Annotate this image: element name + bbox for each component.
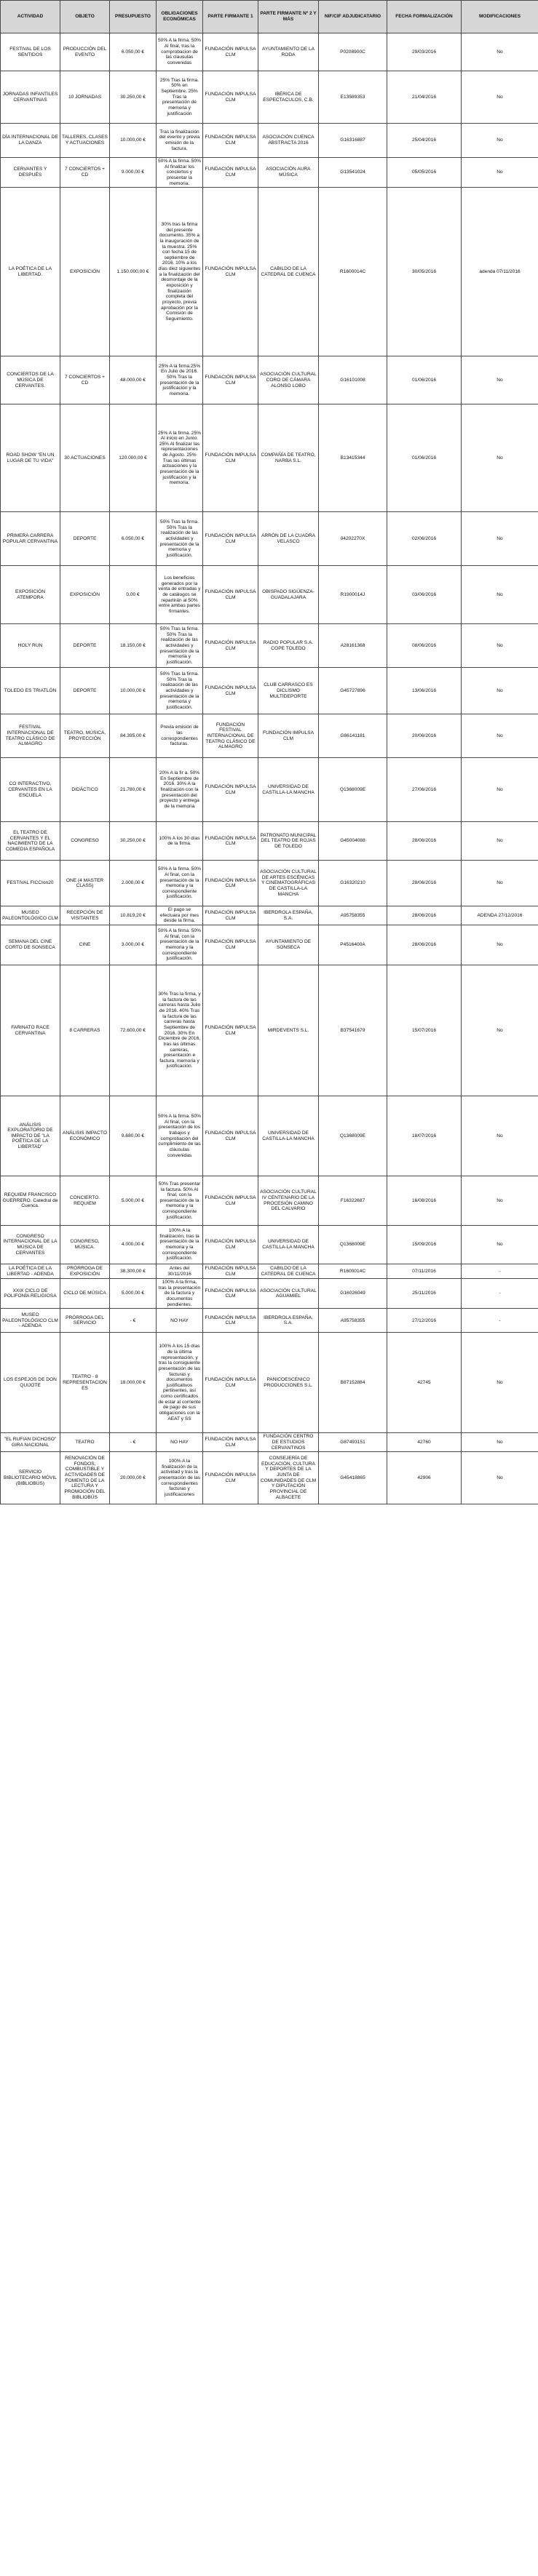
cell-obligaciones: 25% A la firma. 25% Al inicio en Junio. 25% Al finalizar las representaciones de Agosto. 25% Tras las últimas actuaciones y la presentación de la justificación y la memoria.	[157, 404, 203, 512]
cell-modificaciones: No	[462, 124, 538, 158]
cell-nif: B13415344	[319, 404, 387, 512]
cell-objeto: RENOVACIÓN DE FONDOS, COMBUSTIBLE Y ACTIVIDADES DE FOMENTO DE LA LECTURA Y PROMOCIÓN DEL BIBLIOBÚS	[60, 1452, 110, 1504]
cell-objeto: CONCIERTO. REQUIEM	[60, 1176, 110, 1226]
header-modificaciones: MODIFICACIONES	[462, 1, 538, 33]
cell-objeto: 7 CONCIERTOS + CD	[60, 356, 110, 404]
table-row	[1, 404, 538, 512]
cell-firmante-1: FUNDACIÓN IMPULSA CLM	[203, 965, 258, 1096]
table-row	[1, 758, 538, 822]
cell-modificaciones: -	[462, 1264, 538, 1279]
cell-modificaciones: No	[462, 158, 538, 188]
cell-firmante-1: FUNDACIÓN IMPULSA CLM	[203, 1433, 258, 1452]
cell-firmante-2: IBERDROLA ESPAÑA, S.A.	[258, 906, 319, 925]
table-row	[1, 1176, 538, 1226]
cell-actividad: SERVICIO BIBLIOTECARIO MÓVIL (BIBLIOBÚS)	[1, 1452, 60, 1504]
table-row	[1, 1452, 538, 1504]
cell-presupuesto: 30.250,00 €	[110, 822, 157, 861]
cell-firmante-2: FUNDACIÓN CENTRO DE ESTUDIOS CERVANTINOS	[258, 1433, 319, 1452]
cell-firmante-2: ARRÓN DE LA CUADRA VELASCO	[258, 512, 319, 566]
cell-nif: A28161368	[319, 624, 387, 668]
cell-obligaciones: 50% A la firma. 50% Al final, tras la comprobacion de las clausulas convenidas	[157, 33, 203, 71]
header-actividad: ACTIVIDAD	[1, 1, 60, 33]
cell-firmante-1: FUNDACIÓN IMPULSA CLM	[203, 188, 258, 356]
cell-presupuesto: 6.050,00 €	[110, 33, 157, 71]
cell-firmante-2: IBERDROLA ESPAÑA, S.A.	[258, 1309, 319, 1333]
cell-obligaciones: 50% Tras la firma. 50% Tras la realización de las actividades y presentación de la memoria y justificación.	[157, 668, 203, 714]
cell-obligaciones: 20% A la fir a. 50% En Septiembre de 2016. 30% A la finalización con la presentación del proyecto y entrega de la memoria	[157, 758, 203, 822]
cell-nif: G45418865	[319, 1452, 387, 1504]
cell-modificaciones: No	[462, 668, 538, 714]
cell-nif: G45727896	[319, 668, 387, 714]
cell-fecha: 16/08/2016	[387, 1176, 462, 1226]
cell-obligaciones: 50% Tras la firma. 50% Tras la realización de las actividades y presentación de la memoria y justificación.	[157, 624, 203, 668]
cell-actividad: CERVANTES Y DESPUÉS	[1, 158, 60, 188]
cell-presupuesto: 72.600,00 €	[110, 965, 157, 1096]
cell-actividad: EL TEATRO DE CERVANTES Y EL NACIMIENTO DE LA COMEDIA ESPAÑOLA	[1, 822, 60, 861]
cell-firmante-2: UNIVERSIDAD DE CASTILLA-LA MANCHA	[258, 758, 319, 822]
cell-modificaciones: No	[462, 624, 538, 668]
cell-firmante-2: UNIVERSIDAD DE CASTILLA-LA MANCHA	[258, 1096, 319, 1176]
cell-firmante-2: IBÉRICA DE ESPECTACULOS, C.B.	[258, 71, 319, 124]
cell-nif: Q1368009E	[319, 758, 387, 822]
cell-objeto: EXPOSICIÓN	[60, 188, 110, 356]
cell-obligaciones: Antes del 30/11/2016	[157, 1264, 203, 1279]
cell-presupuesto: 10.819,20 €	[110, 906, 157, 925]
cell-objeto: 30 ACTUACIONES	[60, 404, 110, 512]
cell-obligaciones: Tras la finalización del evento y previa emisión de la factura.	[157, 124, 203, 158]
cell-actividad: HOLY RUN	[1, 624, 60, 668]
cell-fecha: 30/05/2016	[387, 188, 462, 356]
cell-objeto: EXPOSICIÓN	[60, 566, 110, 624]
cell-actividad: FESTIVAL FICCIon20	[1, 861, 60, 906]
cell-firmante-1: FUNDACIÓN IMPULSA CLM	[203, 566, 258, 624]
cell-presupuesto: - €	[110, 1309, 157, 1333]
cell-presupuesto: 38.300,00 €	[110, 1264, 157, 1279]
cell-firmante-2: PATRONATO MUNICIPAL DEL TEATRO DE ROJAS DE TOLEDO	[258, 822, 319, 861]
cell-actividad: LA POÉTICA DE LA LIBERTAD - ADENDA	[1, 1264, 60, 1279]
cell-objeto: TEATRO - 8 REPRESENTACIONES	[60, 1333, 110, 1433]
cell-firmante-1: FUNDACIÓN IMPULSA CLM	[203, 124, 258, 158]
cell-firmante-2: ASOCIACIÓN CULTURAL AGUAMIEL	[258, 1279, 319, 1309]
cell-presupuesto: 10.000,00 €	[110, 124, 157, 158]
cell-objeto: CONGRESO, MÚSICA.	[60, 1226, 110, 1264]
table-row	[1, 1264, 538, 1279]
cell-obligaciones: 100% A los 30 días de la firma.	[157, 822, 203, 861]
cell-presupuesto: 18.000,00 €	[110, 1333, 157, 1433]
cell-modificaciones: No	[462, 1433, 538, 1452]
cell-firmante-1: FUNDACIÓN IMPULSA CLM	[203, 1309, 258, 1333]
cell-presupuesto: 3.000,00 €	[110, 925, 157, 965]
cell-obligaciones: 100% A los 15 días de la última representación, y tras la consiguiente presentación de las facturas y documentos justificativos pertinentes, así como certificados de estar al corriente de pago de sus obligaciones con la AEAT y SS	[157, 1333, 203, 1433]
table-row	[1, 624, 538, 668]
cell-firmante-1: FUNDACIÓN IMPULSA CLM	[203, 404, 258, 512]
cell-firmante-1: FUNDACIÓN IMPULSA CLM	[203, 1333, 258, 1433]
cell-nif: R1600014C	[319, 1264, 387, 1279]
cell-nif: R1900014J	[319, 566, 387, 624]
cell-firmante-1: FUNDACIÓN IMPULSA CLM	[203, 158, 258, 188]
cell-presupuesto: 5.000,00 €	[110, 1176, 157, 1226]
cell-objeto: DIDÁCTICO	[60, 758, 110, 822]
cell-presupuesto: 9.680,00 €	[110, 1096, 157, 1176]
cell-nif: G13541024	[319, 158, 387, 188]
cell-objeto: DEPORTE	[60, 512, 110, 566]
cell-fecha: 25/04/2016	[387, 124, 462, 158]
cell-presupuesto: 9.000,00 €	[110, 158, 157, 188]
cell-actividad: REQUIEM FRANCISCO GUERRERO. Catedral de Cuenca.	[1, 1176, 60, 1226]
cell-modificaciones: No	[462, 861, 538, 906]
table-header	[1, 1, 538, 33]
cell-modificaciones: No	[462, 356, 538, 404]
cell-nif: A95758355	[319, 1309, 387, 1333]
cell-firmante-2: OBISPADO SIGÜENZA-GUADALAJARA	[258, 566, 319, 624]
cell-nif: G87493151	[319, 1433, 387, 1452]
cell-objeto: PRÓRROGA DEL SERVICIO	[60, 1309, 110, 1333]
cell-actividad: LOS ESPEJOS DE DON QUIJOTE	[1, 1333, 60, 1433]
cell-firmante-1: FUNDACIÓN IMPULSA CLM	[203, 925, 258, 965]
cell-modificaciones: No	[462, 404, 538, 512]
cell-modificaciones: No	[462, 1096, 538, 1176]
cell-actividad: FARINATO RACE CERVANTINA	[1, 965, 60, 1096]
cell-objeto: ONE (4 MASTER CLASS)	[60, 861, 110, 906]
cell-obligaciones: El pago se efectuara por mes desde la firma.	[157, 906, 203, 925]
cell-presupuesto: 4.000,00 €	[110, 1226, 157, 1264]
cell-actividad: "EL RUFIAN DICHOSO" GIRA NACIONAL	[1, 1433, 60, 1452]
cell-objeto: 8 CARRERAS	[60, 965, 110, 1096]
cell-objeto: ANÁLISIS IMPACTO ECONÓMICO	[60, 1096, 110, 1176]
cell-nif: G16316887	[319, 124, 387, 158]
cell-objeto: DEPORTE	[60, 668, 110, 714]
cell-fecha: 27/06/2016	[387, 758, 462, 822]
cell-obligaciones: 100% A la firma, tras la presentación de la factura y documentos pendientes.	[157, 1279, 203, 1309]
cell-actividad: CO INTERACTIVO, CERVANTES EN LA ESCUELA	[1, 758, 60, 822]
cell-firmante-1: FUNDACIÓN IMPULSA CLM	[203, 356, 258, 404]
cell-fecha: 28/06/2016	[387, 925, 462, 965]
cell-firmante-1: FUNDACIÓN IMPULSA CLM	[203, 861, 258, 906]
cell-presupuesto: 2.000,00 €	[110, 861, 157, 906]
cell-obligaciones: Previa emisión de las correspondientes facturas.	[157, 714, 203, 758]
cell-firmante-2: CABILDO DE LA CATEDRAL DE CUENCA	[258, 188, 319, 356]
table-row	[1, 71, 538, 124]
header-firmante-2: PARTE FIRMANTE Nº 2 Y MÁS	[258, 1, 319, 33]
cell-firmante-1: FUNDACIÓN IMPULSA CLM	[203, 71, 258, 124]
header-fecha: FECHA FORMALIZACIÓN	[387, 1, 462, 33]
cell-firmante-2: CONSEJERÍA DE EDUCACIÓN, CULTURA Y DEPORTES DE LA JUNTA DE COMUNIDADES DE CLM Y DIPUTACIÓN PROVINCIAL DE ALBACETE	[258, 1452, 319, 1504]
cell-modificaciones: No	[462, 1452, 538, 1504]
cell-presupuesto: 6.050,00 €	[110, 512, 157, 566]
cell-actividad: DÍA INTERNACIONAL DE LA DANZA	[1, 124, 60, 158]
cell-actividad: MUSEO PALEONTOLÓGICO CLM - ADENDA	[1, 1309, 60, 1333]
cell-actividad: XXIX CICLO DE POLIFONÍA RELIGIOSA	[1, 1279, 60, 1309]
cell-nif: G16320210	[319, 861, 387, 906]
cell-obligaciones: NO HAY	[157, 1309, 203, 1333]
cell-obligaciones: Los beneficios generados por la venta de entradas y de catálogos se repartirán al 50% entre ambas partes firmantes.	[157, 566, 203, 624]
cell-firmante-2: ASOCIACIÓN CULTURAL DE ARTES ESCÉNICAS Y CINEMATOGRÁFICAS DE CASTILLA-LA MANCHA	[258, 861, 319, 906]
cell-obligaciones: 25% A la firma.25% En Julio de 2016. 50% Tras la presentación de la justificación y la memoria.	[157, 356, 203, 404]
cell-firmante-2: FUNDACIÓN IMPULSA CLM	[258, 714, 319, 758]
cell-nif: Q1368009E	[319, 1226, 387, 1264]
header-presupuesto: PRESUPUESTO	[110, 1, 157, 33]
cell-actividad: JORNADAS INFANTILES CERVANTINAS	[1, 71, 60, 124]
cell-actividad: FESTIVAL INTERNACIONAL DE TEATRO CLÁSICO DE ALMAGRO	[1, 714, 60, 758]
cell-objeto: CICLO DE MÚSICA	[60, 1279, 110, 1309]
cell-modificaciones: No	[462, 822, 538, 861]
cell-firmante-1: FUNDACIÓN IMPULSA CLM	[203, 1096, 258, 1176]
cell-obligaciones: 50% A la firma. 50% Al finalizar los conciertos y presentar la memoria.	[157, 158, 203, 188]
cell-nif: R1600014C	[319, 188, 387, 356]
cell-actividad: FESTIVAL DE LOS SENTIDOS	[1, 33, 60, 71]
cell-nif: P4516400A	[319, 925, 387, 965]
table-row	[1, 124, 538, 158]
cell-fecha: 42760	[387, 1433, 462, 1452]
cell-modificaciones: No	[462, 1333, 538, 1433]
cell-obligaciones: 50% A la firma. 50% Al final, con la presentación de la memoria y la correspondiente justificación.	[157, 861, 203, 906]
cell-fecha: 42745	[387, 1333, 462, 1433]
cell-nif: 04202270X	[319, 512, 387, 566]
cell-nif: A95758355	[319, 906, 387, 925]
cell-obligaciones: 50% A la firma. 50% Al final, con la presentación de los trabajos y comprobación del cumplimiento de las cláusulas convenidas	[157, 1096, 203, 1176]
cell-fecha: 01/06/2016	[387, 356, 462, 404]
cell-nif: Q1368009E	[319, 1096, 387, 1176]
cell-firmante-2: CABILDO DE LA CATEDRAL DE CUENCA	[258, 1264, 319, 1279]
cell-modificaciones: No	[462, 33, 538, 71]
cell-fecha: 18/07/2016	[387, 1096, 462, 1176]
cell-presupuesto: 10.000,00 €	[110, 668, 157, 714]
cell-firmante-1: FUNDACIÓN IMPULSA CLM	[203, 1226, 258, 1264]
cell-actividad: EXPOSICIÓN ATEMPORA	[1, 566, 60, 624]
table-row	[1, 1279, 538, 1309]
cell-firmante-2: ASOCIACIÓN CUENCA ABSTRACTA 2016	[258, 124, 319, 158]
cell-fecha: 21/04/2016	[387, 71, 462, 124]
cell-fecha: 08/06/2016	[387, 624, 462, 668]
cell-nif: G86141181	[319, 714, 387, 758]
header-row	[1, 1, 538, 33]
cell-firmante-1: FUNDACIÓN IMPULSA CLM	[203, 1264, 258, 1279]
cell-nif: F16322687	[319, 1176, 387, 1226]
table-row	[1, 1226, 538, 1264]
cell-modificaciones: No	[462, 1226, 538, 1264]
cell-fecha: 42906	[387, 1452, 462, 1504]
cell-firmante-2: ASOCIACIÓN CULTURAL CORO DE CÁMARA ALONSO LOBO	[258, 356, 319, 404]
cell-firmante-1: FUNDACIÓN IMPULSA CLM	[203, 1279, 258, 1309]
cell-fecha: 07/11/2016	[387, 1264, 462, 1279]
cell-modificaciones: No	[462, 758, 538, 822]
cell-fecha: 28/06/2016	[387, 822, 462, 861]
table-row	[1, 1309, 538, 1333]
cell-objeto: 7 CONCIERTOS + CD	[60, 158, 110, 188]
cell-objeto: TALLERES, CLASES Y ACTUACIONES	[60, 124, 110, 158]
cell-objeto: RECEPCIÓN DE VISITANTES	[60, 906, 110, 925]
cell-firmante-1: FUNDACIÓN IMPULSA CLM	[203, 1176, 258, 1226]
cell-presupuesto: 30.250,00 €	[110, 71, 157, 124]
cell-fecha: 02/06/2016	[387, 512, 462, 566]
table-row	[1, 906, 538, 925]
cell-actividad: MUSEO PALEONTOLÓGICO CLM	[1, 906, 60, 925]
cell-obligaciones: 50% Tras presentar la factura. 50% Al final, con la presentación de la memoria y la correspondiente justificación.	[157, 1176, 203, 1226]
cell-presupuesto: 0,00 €	[110, 566, 157, 624]
cell-presupuesto: 48.000,00 €	[110, 356, 157, 404]
cell-firmante-1: FUNDACIÓN IMPULSA CLM	[203, 668, 258, 714]
cell-obligaciones: 30% Tras la firma, y la factura de las carreras hasta Julio de 2016. 40% Tras la factura de las carreras hasta Septiembre de 2016. 30% En Diciembre de 2016, tras las últimas carreras, presentación e factura, memoria y justificación.	[157, 965, 203, 1096]
cell-modificaciones: No	[462, 1176, 538, 1226]
cell-firmante-2: COMPAÑÍA DE TEATRO, NARBA S.L.	[258, 404, 319, 512]
cell-obligaciones: NO HAY	[157, 1433, 203, 1452]
cell-firmante-1: FUNDACIÓN IMPULSA CLM	[203, 758, 258, 822]
cell-actividad: ANÁLISIS EXPLORATORIO DE IMPACTO DE "LA POÉTICA DE LA LIBERTAD"	[1, 1096, 60, 1176]
cell-presupuesto: - €	[110, 1433, 157, 1452]
header-nif: NIF/CIF ADJUDICATARIO	[319, 1, 387, 33]
cell-modificaciones: No	[462, 512, 538, 566]
cell-fecha: 25/11/2016	[387, 1279, 462, 1309]
cell-obligaciones: 30% tras la firma del presente documento. 35% a la inauguración de la muestra. 25% con fecha 15 de septiembre de 2016. 10% a los días diez siguientes a la finalización del desmontaje de la exposición y finalización completa del proyecto, previa aprobación por la Comisión de Seguimiento.	[157, 188, 203, 356]
cell-modificaciones: -	[462, 1279, 538, 1309]
cell-presupuesto: 120.000,00 €	[110, 404, 157, 512]
table-row	[1, 158, 538, 188]
cell-modificaciones: adenda 07/11/2016	[462, 188, 538, 356]
table-row	[1, 925, 538, 965]
header-objeto: OBJETO	[60, 1, 110, 33]
cell-firmante-1: FUNDACIÓN FESTIVAL INTERNACIONAL DE TEATRO CLÁSICO DE ALMAGRO	[203, 714, 258, 758]
cell-actividad: TOLEDO ES TRIATLÓN	[1, 668, 60, 714]
cell-modificaciones: No	[462, 714, 538, 758]
cell-firmante-1: FUNDACIÓN IMPULSA CLM	[203, 512, 258, 566]
cell-obligaciones: 50% A la firma. 50% Al final, con la presentación de la memoria y la correspondiente justificación.	[157, 925, 203, 965]
cell-modificaciones: ADENDA 27/12/2016	[462, 906, 538, 925]
cell-firmante-2: AYUNTAMIENTO DE LA RODA	[258, 33, 319, 71]
cell-actividad: CONGRESO INTERNACIONAL DE LA MÚSICA DE CERVANTES	[1, 1226, 60, 1264]
cell-actividad: ROAD SHOW "EN UN LUGAR DE TU VIDA"	[1, 404, 60, 512]
cell-nif: P0208900C	[319, 33, 387, 71]
cell-modificaciones: No	[462, 566, 538, 624]
cell-firmante-2: ASOCIACIÓN CULTURAL IV CENTENARIO DE LA PROCESIÓN CAMINO DEL CALVARIO	[258, 1176, 319, 1226]
cell-presupuesto: 1.150.000,00 €	[110, 188, 157, 356]
cell-obligaciones: 100% A la finalización, tras la presentación de la memoria y la correspondiente justificación.	[157, 1226, 203, 1264]
cell-objeto: 10 JORNADAS	[60, 71, 110, 124]
cell-fecha: 28/06/2016	[387, 906, 462, 925]
cell-modificaciones: -	[462, 1309, 538, 1333]
table-body	[1, 33, 538, 1504]
cell-objeto: CINE	[60, 925, 110, 965]
cell-nif: G16026049	[319, 1279, 387, 1309]
cell-firmante-2: AYUNTAMIENTO DE SONSECA	[258, 925, 319, 965]
header-obligaciones: OBLIGACIONES ECONÓMICAS	[157, 1, 203, 33]
header-firmante-1: PARTE FIRMANTE 1	[203, 1, 258, 33]
table-row	[1, 356, 538, 404]
cell-objeto: TEATRO, MÚSICA, PROYECCIÓN	[60, 714, 110, 758]
cell-actividad: SEMANA DEL CINE CORTO DE SONSECA	[1, 925, 60, 965]
cell-nif: G45004088	[319, 822, 387, 861]
table-row	[1, 822, 538, 861]
cell-firmante-2: PANICOESCENICO PRODUCCIONES S.L.	[258, 1333, 319, 1433]
cell-objeto: PRODUCCIÓN DEL EVENTO	[60, 33, 110, 71]
cell-obligaciones: 100% A la finalización de la actividad y tras la presentación de las correspondientes facturas y justificaciones	[157, 1452, 203, 1504]
table-row	[1, 861, 538, 906]
cell-firmante-1: FUNDACIÓN IMPULSA CLM	[203, 624, 258, 668]
cell-firmante-2: CLUB CARRASCO ES DICLISMO MULTIDEPORTE	[258, 668, 319, 714]
cell-fecha: 27/12/2016	[387, 1309, 462, 1333]
cell-firmante-1: FUNDACIÓN IMPULSA CLM	[203, 33, 258, 71]
cell-nif: G16101008	[319, 356, 387, 404]
table-row	[1, 512, 538, 566]
cell-firmante-2: RADIO POPULAR S.A. COPE TOLEDO	[258, 624, 319, 668]
table-row	[1, 965, 538, 1096]
cell-firmante-2: ASOCIACIÓN AURA MÚSICA	[258, 158, 319, 188]
cell-presupuesto: 21.780,00 €	[110, 758, 157, 822]
cell-objeto: DEPORTE	[60, 624, 110, 668]
cell-fecha: 20/06/2016	[387, 714, 462, 758]
cell-fecha: 01/06/2016	[387, 404, 462, 512]
cell-nif: B37541679	[319, 965, 387, 1096]
cell-fecha: 13/06/2016	[387, 668, 462, 714]
cell-presupuesto: 84.395,00 €	[110, 714, 157, 758]
cell-presupuesto: 18.150,00 €	[110, 624, 157, 668]
cell-firmante-1: FUNDACIÓN IMPULSA CLM	[203, 1452, 258, 1504]
cell-fecha: 05/05/2016	[387, 158, 462, 188]
cell-actividad: PRIMERA CARRERA POPULAR CERVANTINA	[1, 512, 60, 566]
cell-modificaciones: No	[462, 71, 538, 124]
cell-objeto: TEATRO	[60, 1433, 110, 1452]
cell-firmante-1: FUNDACIÓN IMPULSA CLM	[203, 822, 258, 861]
cell-obligaciones: 25% Tras la firma. 50% en Septiembre. 25% Tras la presentación de memoria y justificación	[157, 71, 203, 124]
table-row	[1, 188, 538, 356]
cell-firmante-2: UNIVERSIDAD DE CASTILLA-LA MANCHA	[258, 1226, 319, 1264]
cell-firmante-1: FUNDACIÓN IMPULSA CLM	[203, 906, 258, 925]
cell-nif: E13589353	[319, 71, 387, 124]
cell-objeto: CONGRESO	[60, 822, 110, 861]
table-row	[1, 33, 538, 71]
table-row	[1, 714, 538, 758]
table-row	[1, 668, 538, 714]
cell-presupuesto: 5.000,00 €	[110, 1279, 157, 1309]
cell-modificaciones: No	[462, 925, 538, 965]
cell-fecha: 28/06/2016	[387, 861, 462, 906]
cell-firmante-2: MIRDEVENTS S.L.	[258, 965, 319, 1096]
table-row	[1, 1333, 538, 1433]
cell-fecha: 29/03/2016	[387, 33, 462, 71]
cell-fecha: 15/09/2016	[387, 1226, 462, 1264]
table-row	[1, 1433, 538, 1452]
cell-fecha: 03/06/2016	[387, 566, 462, 624]
cell-actividad: LA POÉTICA DE LA LIBERTAD.	[1, 188, 60, 356]
cell-actividad: CONCIERTOS DE LA MÚSICA DE CERVANTES.	[1, 356, 60, 404]
cell-presupuesto: 20.000,00 €	[110, 1452, 157, 1504]
cell-obligaciones: 50% Tras la firma. 50% Tras la realización de las actividades y presentación de la memoria y justificación.	[157, 512, 203, 566]
table-row	[1, 566, 538, 624]
cell-nif: B87152884	[319, 1333, 387, 1433]
cell-modificaciones: No	[462, 965, 538, 1096]
cell-objeto: PRÓRROGA DE EXPOSICIÓN	[60, 1264, 110, 1279]
table-row	[1, 1096, 538, 1176]
cell-fecha: 15/07/2016	[387, 965, 462, 1096]
